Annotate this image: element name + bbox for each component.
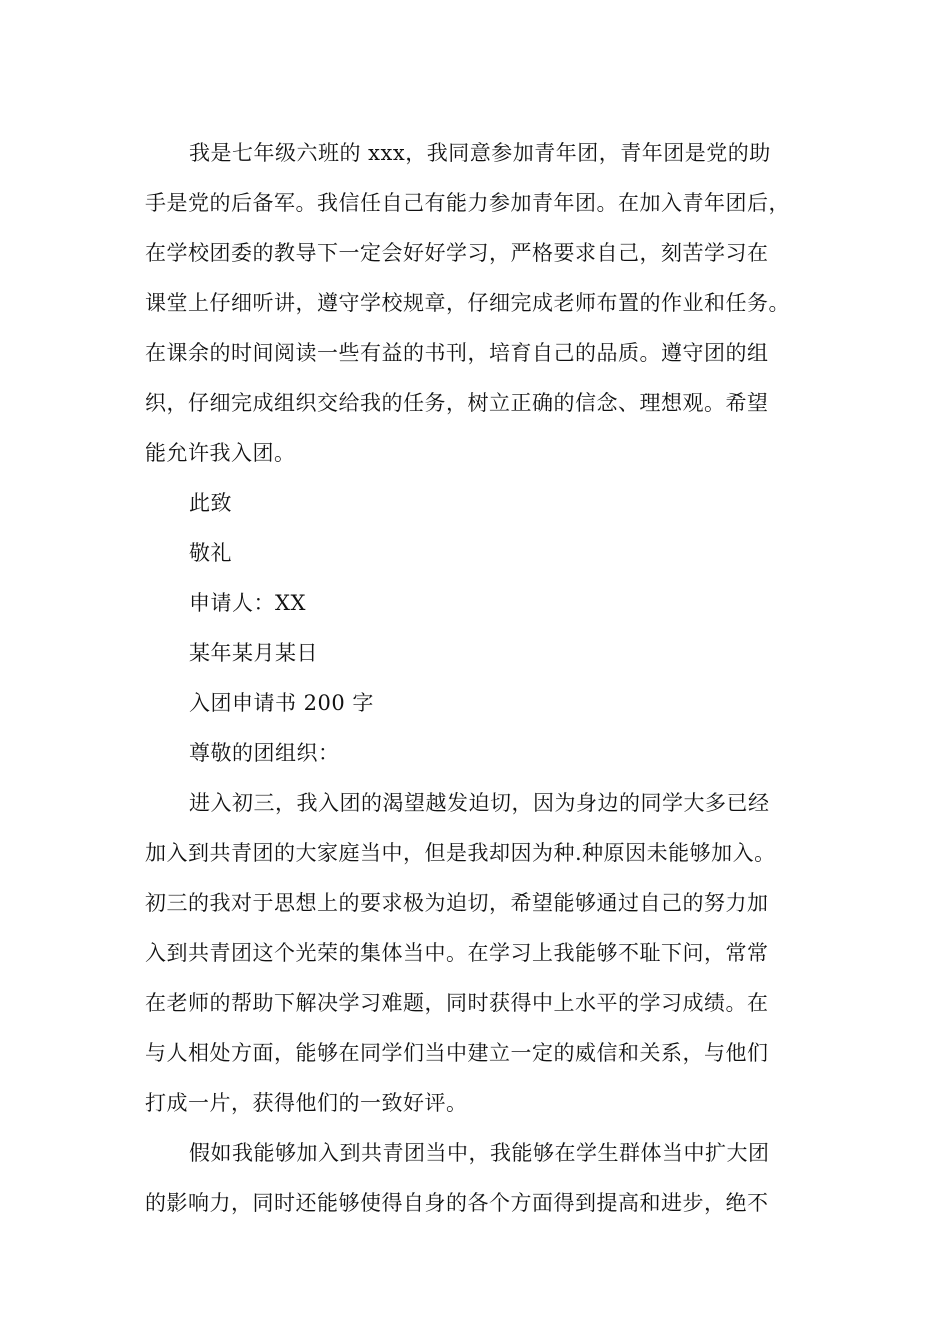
- paragraph-line: 织，仔细完成组织交给我的任务，树立正确的信念、理想观。希望: [145, 391, 769, 415]
- paragraph-line: 进入初三，我入团的渴望越发迫切，因为身边的同学大多已经: [189, 791, 770, 815]
- paragraph-line: 在学校团委的教导下一定会好好学习，严格要求自己，刻苦学习在: [145, 241, 769, 265]
- paragraph-line: 假如我能够加入到共青团当中，我能够在学生群体当中扩大团: [189, 1141, 770, 1165]
- paragraph-line: 能允许我入团。: [145, 441, 296, 465]
- paragraph-line: 打成一片，获得他们的一致好评。: [145, 1091, 468, 1115]
- section-title: 入团申请书 200 字: [189, 691, 374, 715]
- paragraph-line: 与人相处方面，能够在同学们当中建立一定的威信和关系，与他们: [145, 1041, 769, 1065]
- paragraph-line: 在老师的帮助下解决学习难题，同时获得中上水平的学习成绩。在: [145, 991, 769, 1015]
- paragraph-line: 在课余的时间阅读一些有益的书刊，培育自己的品质。遵守团的组: [145, 341, 769, 365]
- paragraph-line: 手是党的后备军。我信任自己有能力参加青年团。在加入青年团后，: [145, 191, 790, 215]
- paragraph-line: 我是七年级六班的 xxx，我同意参加青年团，青年团是党的助: [189, 141, 771, 165]
- closing-respect: 敬礼: [189, 541, 232, 565]
- date-line: 某年某月某日: [189, 641, 318, 665]
- applicant-signature: 申请人：XX: [189, 591, 306, 615]
- paragraph-line: 的影响力，同时还能够使得自身的各个方面得到提高和进步，绝不: [145, 1191, 769, 1215]
- document-body: [145, 128, 810, 1228]
- greeting-line: 尊敬的团组织：: [189, 741, 340, 765]
- paragraph-line: 入到共青团这个光荣的集体当中。在学习上我能够不耻下问，常常: [145, 941, 769, 965]
- paragraph-line: 课堂上仔细听讲，遵守学校规章，仔细完成老师布置的作业和任务。: [145, 291, 790, 315]
- closing-salutation: 此致: [189, 491, 232, 515]
- paragraph-line: 加入到共青团的大家庭当中，但是我却因为种.种原因未能够加入。: [145, 841, 776, 865]
- paragraph-line: 初三的我对于思想上的要求极为迫切，希望能够通过自己的努力加: [145, 891, 769, 915]
